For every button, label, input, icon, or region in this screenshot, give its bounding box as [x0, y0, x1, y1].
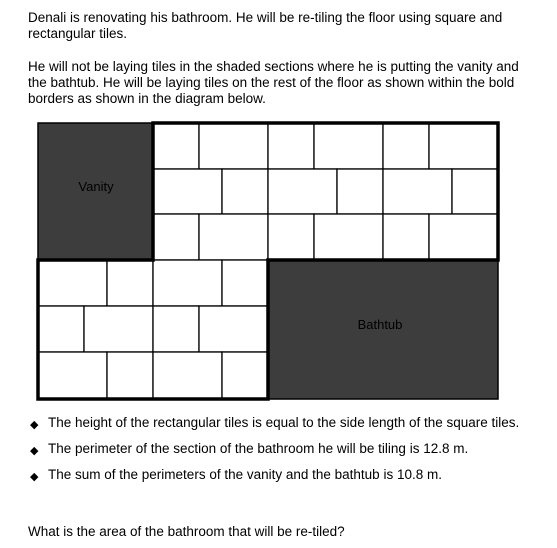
bullet-diamond-icon: ◆	[30, 471, 39, 483]
fact-item	[28, 414, 548, 440]
floor-tile	[383, 123, 429, 169]
floor-tile	[268, 214, 314, 260]
floor-tile	[429, 214, 498, 260]
floor-tile	[153, 169, 222, 214]
floor-tile	[383, 169, 452, 214]
intro-paragraph-2: He will not be laying tiles in the shaded sections where he is putting the vanity and the bathtub. He will be laying tiles on the rest of the floor as shown within the bold borders as shown in the diagram below.	[28, 59, 519, 106]
floor-tile	[107, 352, 153, 399]
floor-tile	[38, 260, 107, 306]
floor-tile	[153, 306, 199, 352]
floor-tile	[199, 123, 268, 169]
floor-tile	[38, 306, 84, 352]
fact-text: The perimeter of the section of the bathroom he will be tiling is 12.8 m.	[48, 441, 469, 456]
floor-tile	[199, 306, 268, 352]
fact-item	[28, 466, 548, 492]
bullet-diamond-icon: ◆	[30, 445, 39, 457]
floor-tile	[153, 260, 222, 306]
floor-tile	[383, 214, 429, 260]
floor-tile	[84, 306, 153, 352]
floor-tile	[222, 169, 268, 214]
floor-tile	[38, 352, 107, 399]
floor-tile	[314, 214, 383, 260]
question-text: What is the area of the bathroom that will be re-tiled?	[28, 524, 345, 539]
floor-tile	[452, 169, 498, 214]
intro-paragraph-1: Denali is renovating his bathroom. He will be re-tiling the floor using square and rectangular tiles.	[28, 10, 503, 41]
fact-text: The height of the rectangular tiles is equal to the side length of the square tiles.	[48, 415, 520, 430]
floor-tile	[153, 123, 199, 169]
fact-text: The sum of the perimeters of the vanity and the bathtub is 10.8 m.	[48, 467, 442, 482]
floor-tile	[429, 123, 498, 169]
facts-list	[28, 414, 548, 492]
floor-tile	[268, 123, 314, 169]
bullet-diamond-icon: ◆	[30, 419, 39, 431]
floor-tile	[222, 260, 268, 306]
floor-tile	[337, 169, 383, 214]
floor-tile	[314, 123, 383, 169]
floor-tile	[222, 352, 268, 399]
fact-item	[28, 440, 548, 466]
floor-tile	[268, 169, 337, 214]
floor-tile	[153, 352, 222, 399]
floor-tile	[107, 260, 153, 306]
floor-tile	[153, 214, 199, 260]
bathtub-label: Bathtub	[357, 317, 403, 332]
floor-tile	[199, 214, 268, 260]
vanity-label: Vanity	[78, 179, 114, 194]
